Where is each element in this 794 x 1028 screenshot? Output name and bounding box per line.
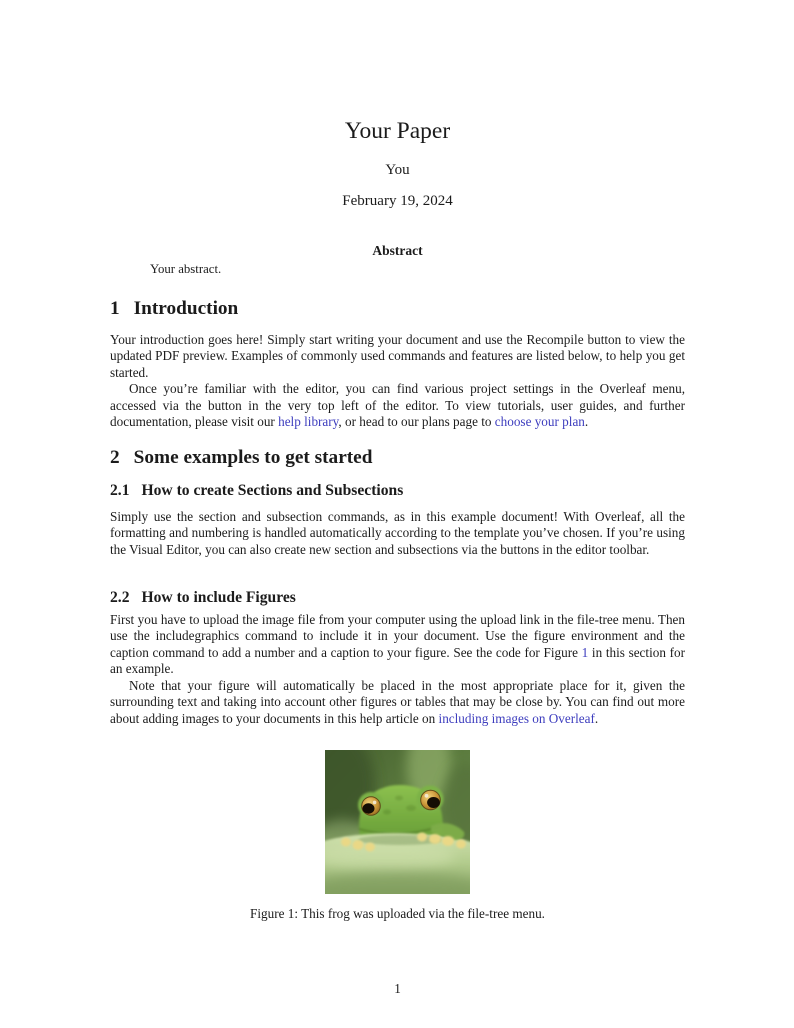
paper-author: You <box>385 162 410 178</box>
figure-1-reference-link[interactable]: 1 <box>581 644 589 660</box>
intro-paragraph-2 <box>110 381 685 430</box>
section-number: 1 <box>110 298 120 319</box>
intro-paragraph-2-text-3: . <box>584 414 589 430</box>
figures-paragraph-1-text-2: in this section for an example. <box>110 644 685 677</box>
subsection-heading-figures <box>110 589 685 608</box>
figures-howto-paragraphs <box>110 612 685 727</box>
figures-paragraph-2-text-1: Note that your figure will automatically be placed in the most appropriate place for it, given the surrounding text and taking into account other figures or tables that may be close by. You can find out more about adding images to your documents in this help article on <box>110 677 685 726</box>
page-number: 1 <box>394 981 401 996</box>
figures-howto-paragraph-1 <box>110 612 685 678</box>
introduction-paragraphs <box>110 332 685 431</box>
sections-howto-paragraph-1: Simply use the section and subsection commands, as in this example document! With Overleaf, all the formatting and numbering is handled automatically according to the template you’ve chosen. If you’re using the Visual Editor, you can also create new section and subsections via the buttons in the editor toolbar. <box>110 509 685 557</box>
intro-paragraph-2-text-1: Once you’re familiar with the editor, you can find various project settings in the Overleaf menu, accessed via the button in the very top left of the editor. To view tutorials, user guides, and further documentation, please visit our <box>110 381 685 430</box>
subsection-heading-sections <box>110 482 685 501</box>
section-heading-introduction <box>110 297 685 320</box>
subsection-number: 2.2 <box>110 589 130 606</box>
paper-date: February 19, 2024 <box>342 193 453 209</box>
intro-paragraph-2-text-2: , or head to our plans page to <box>338 414 495 430</box>
figures-paragraph-2-text-2: . <box>594 710 599 726</box>
figure-caption: Figure 1: This frog was uploaded via the file-tree menu. <box>250 906 545 921</box>
section-title: Introduction <box>133 298 239 319</box>
subsection-number: 2.1 <box>110 482 130 499</box>
subsection-title: How to include Figures <box>141 589 296 606</box>
section-heading-examples <box>110 446 685 469</box>
choose-your-plan-link[interactable]: choose your plan <box>494 414 585 430</box>
sections-howto-paragraphs <box>110 509 685 558</box>
abstract-heading: Abstract <box>372 243 423 258</box>
figures-howto-paragraph-2 <box>110 678 685 727</box>
paper-title: Your Paper <box>344 118 451 144</box>
including-images-link[interactable]: including images on Overleaf <box>438 710 595 726</box>
frog-image <box>325 750 470 894</box>
intro-paragraph-1: Your introduction goes here! Simply start writing your document and use the Recompile button to view the updated PDF preview. Examples of commonly used commands and features are listed below, to help you get started. <box>110 332 685 380</box>
figures-paragraph-1-text-1: First you have to upload the image file from your computer using the upload link in the file-tree menu. Then use the includegraphics command to include it in your document. Use the figure environment and the caption command to add a number and a caption to your figure. See the code for Figure <box>110 612 685 660</box>
section-title: Some examples to get started <box>133 447 373 468</box>
section-number: 2 <box>110 447 120 468</box>
abstract-text: Your abstract. <box>150 262 222 276</box>
frog-figure <box>325 750 470 894</box>
help-library-link[interactable]: help library <box>278 414 339 430</box>
subsection-title: How to create Sections and Subsections <box>141 482 404 499</box>
